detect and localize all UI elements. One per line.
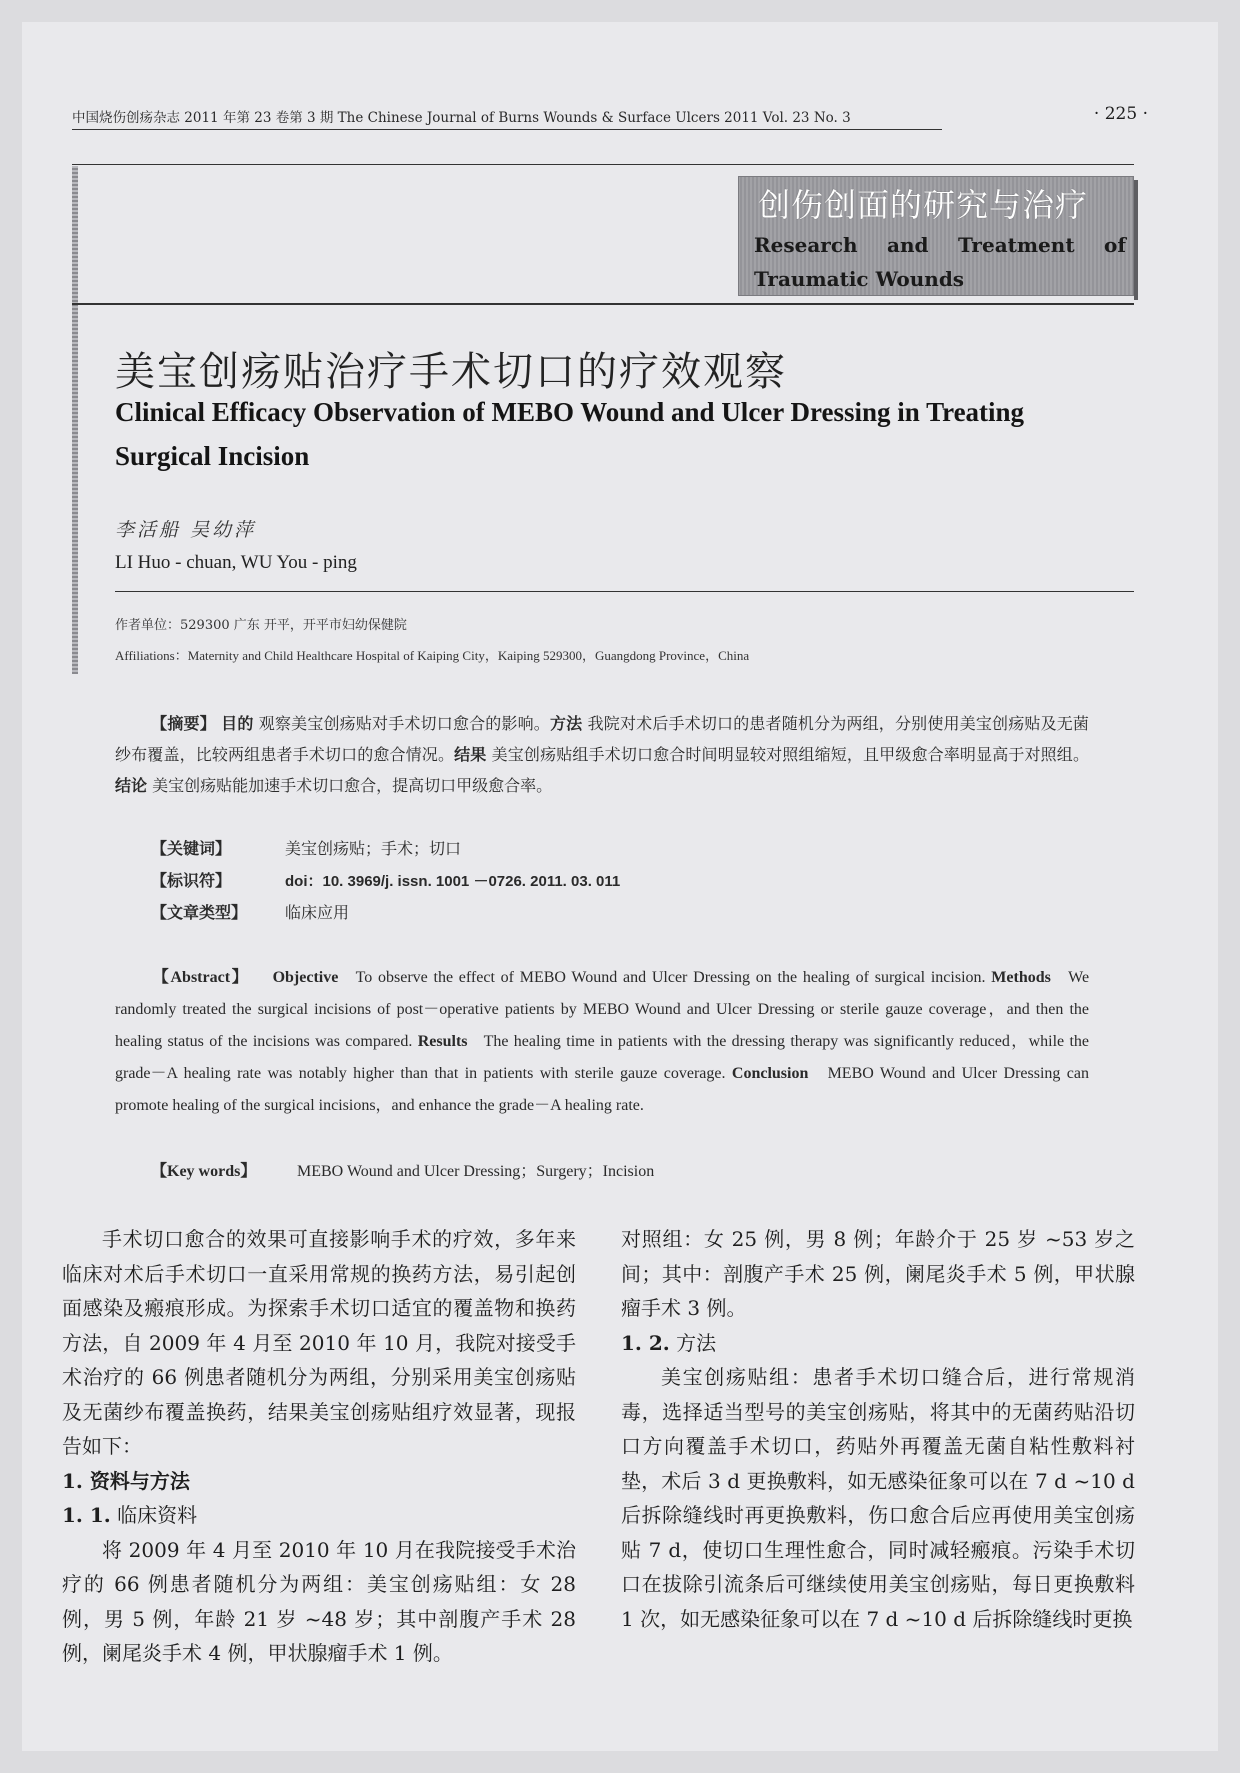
- left-decorative-bar: [72, 166, 78, 674]
- methods-text-zh: 我院对术后手术切口的患者随机分为两组，分别使用美宝创疡贴及无菌纱布覆盖，比较两组患者手术切口的愈合情况。: [115, 714, 1089, 764]
- results-text-zh: 美宝创疡贴组手术切口愈合时间明显较对照组缩短，且甲级愈合率明显高于对照组。: [491, 745, 1089, 764]
- page-number: · 225 ·: [1093, 104, 1148, 124]
- section-title-en: Research and Treatment of Traumatic Wounds: [754, 233, 1126, 291]
- heading-method-title: 方法: [676, 1330, 717, 1355]
- heading-materials-methods: 1. 资料与方法: [62, 1468, 190, 1493]
- conclusion-label-en: Conclusion: [731, 1065, 809, 1082]
- affiliation-en: Affiliations：Maternity and Child Healthcare Hospital of Kaiping City，Kaiping 529300，Guangdong Province，China: [115, 648, 750, 663]
- conclusion-text-zh: 美宝创疡贴能加速手术切口愈合，提高切口甲级愈合率。: [152, 776, 553, 795]
- identifier-label: 【标识符】: [151, 871, 232, 890]
- article-title-zh: 美宝创疡贴治疗手术切口的疗效观察: [115, 349, 787, 395]
- heading-clinical-data-title: 临床资料: [117, 1503, 198, 1527]
- heading-method: [621, 1326, 1135, 1361]
- methods-text-en: We randomly treated the surgical incisions of post－operative patients by MEBO Wound and Ulcer Dressing or sterile gauze coverage，and then the healing status of the incisions was compared.: [115, 969, 1090, 1050]
- conclusion-text-en: MEBO Wound and Ulcer Dressing can promote healing of the surgical incisions，and enhance the grade－A healing rate.: [115, 1065, 1090, 1114]
- running-header: 中国烧伤创疡杂志 2011 年第 23 卷第 3 期 The Chinese Journal of Burns Wounds & Surface Ulcers 2011 Vol. 23 No. 3: [72, 106, 942, 130]
- keywords-row-zh: [151, 836, 461, 859]
- clinical-data-continued: 对照组：女 25 例，男 8 例；年龄介于 25 岁 ~53 岁之间；其中：剖腹产手术 25 例，阑尾炎手术 5 例，甲状腺瘤手术 3 例。: [621, 1227, 1135, 1320]
- keywords-zh: 美宝创疡贴；手术；切口: [285, 839, 462, 858]
- section-banner: [738, 176, 1134, 296]
- section-title-zh: 创伤创面的研究与治疗: [758, 186, 1089, 224]
- results-text-en: The healing time in patients with the dressing therapy was significantly reduced，while the grade－A healing rate was notably higher than that in patients with sterile gauze coverage.: [115, 1033, 1090, 1082]
- article-type: 临床应用: [285, 903, 350, 922]
- heading-clinical-data-number: 1. 1.: [62, 1503, 111, 1527]
- title-rule: [72, 303, 1134, 305]
- keywords-label-zh: 【关键词】: [151, 839, 232, 858]
- body-column-right: [621, 1222, 1135, 1636]
- objective-label-zh: 目的: [221, 714, 254, 733]
- abstract-zh: [115, 708, 1089, 801]
- keywords-label-en: 【Key words】: [151, 1163, 257, 1180]
- article-type-row: [151, 900, 349, 923]
- doi-text: doi：10. 3969/j. issn. 1001 －0726. 2011. 03. 011: [285, 873, 621, 890]
- article-title-en: Clinical Efficacy Observation of MEBO Wound and Ulcer Dressing in Treating Surgical Incision: [115, 397, 1025, 471]
- methods-label-en: Methods: [991, 969, 1051, 986]
- clinical-data-paragraph: 将 2009 年 4 月至 2010 年 10 月在我院接受手术治疗的 66 例患者随机分为两组：美宝创疡贴组：女 28 例，男 5 例，年龄 21 岁 ~48 岁；其中剖腹产手术 28 例，阑尾炎手术 4 例，甲状腺瘤手术 1 例。: [62, 1537, 576, 1665]
- objective-text-zh: 观察美宝创疡贴对手术切口愈合的影响。: [258, 714, 550, 733]
- abstract-zh-label: 【摘要】: [151, 714, 216, 733]
- method-paragraph: 美宝创疡贴组：患者手术切口缝合后，进行常规消毒，选择适当型号的美宝创疡贴，将其中的无菌药贴沿切口方向覆盖手术切口，药贴外再覆盖无菌自粘性敷料衬垫，术后 3 d 更换敷料，如无感染征象可以在 7 d ~10 d 后拆除缝线时再更换敷料，伤口愈合后应再使用美宝创疡贴 7 d，使切口生理性愈合，同时减轻瘢痕。污染手术切口在拔除引流条后可继续使用美宝创疡贴，每日更换敷料 1 次，如无感染征象可以在 7 d ~10 d 后拆除缝线时更换: [621, 1365, 1135, 1631]
- article-type-label: 【文章类型】: [151, 903, 248, 922]
- conclusion-label-zh: 结论: [115, 776, 148, 795]
- keywords-en: MEBO Wound and Ulcer Dressing；Surgery；Incision: [297, 1163, 655, 1180]
- keywords-row-en: [151, 1158, 654, 1181]
- abstract-en: [115, 962, 1089, 1122]
- heading-clinical-data: [62, 1498, 576, 1533]
- heading-method-number: 1. 2.: [621, 1330, 670, 1355]
- identifier-row: [151, 868, 620, 891]
- top-rule: [72, 164, 1134, 165]
- objective-label-en: Objective: [272, 969, 339, 986]
- affiliation-rule: [115, 591, 1134, 592]
- body-column-left: [62, 1222, 576, 1671]
- results-label-en: Results: [417, 1033, 468, 1050]
- authors-en: LI Huo - chuan, WU You - ping: [115, 552, 357, 573]
- intro-paragraph: 手术切口愈合的效果可直接影响手术的疗效，多年来临床对术后手术切口一直采用常规的换药方法，易引起创面感染及瘢痕形成。为探索手术切口适宜的覆盖物和换药方法，自 2009 年 4 月至 2010 年 10 月，我院对接受手术治疗的 66 例患者随机分为两组，分别采用美宝创疡贴及无菌纱布覆盖换药，结果美宝创疡贴组疗效显著，现报告如下：: [62, 1227, 576, 1458]
- authors-zh: 李活船 吴幼萍: [115, 519, 257, 541]
- affiliation-zh: 作者单位：529300 广东 开平，开平市妇幼保健院: [115, 618, 407, 633]
- abstract-en-label: 【Abstract】: [151, 969, 250, 986]
- results-label-zh: 结果: [454, 745, 487, 764]
- objective-text-en: To observe the effect of MEBO Wound and Ulcer Dressing on the healing of surgical incision.: [355, 969, 986, 986]
- methods-label-zh: 方法: [549, 714, 583, 733]
